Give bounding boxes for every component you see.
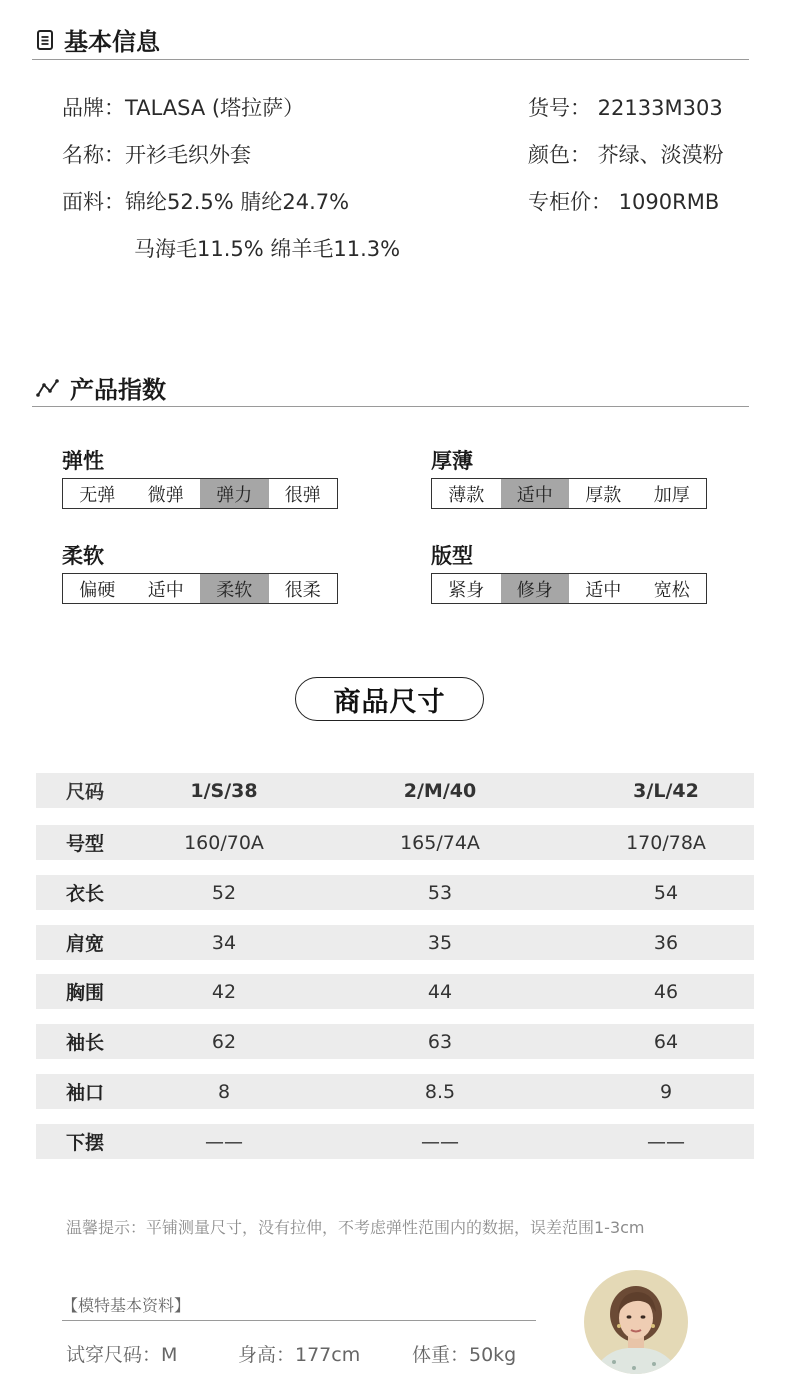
- size-cell: 8: [217, 1080, 231, 1103]
- size-table-header: [36, 773, 754, 808]
- size-cell: ——: [421, 1130, 459, 1153]
- index-option: 很柔: [284, 579, 321, 601]
- size-cell: 42: [211, 980, 237, 1003]
- index-option: 薄款: [448, 484, 485, 506]
- model-weight: 体重：50kg: [412, 1344, 517, 1366]
- index-option: 加厚: [653, 484, 690, 506]
- sku-text: 货号： 22133M303: [528, 96, 723, 120]
- size-section-title: 商品尺寸: [295, 677, 484, 721]
- index-option: 厚款: [585, 484, 622, 506]
- index-option: 宽松: [653, 579, 690, 601]
- measurement-tip: 温馨提示：平铺测量尺寸，没有拉伸，不考虑弹性范围内的数据，误差范围1-3cm: [66, 1218, 645, 1237]
- index-scale: [62, 478, 338, 509]
- model-info-title: 【模特基本资料】: [62, 1296, 191, 1315]
- size-cell: 63: [427, 1030, 453, 1053]
- size-cell: 160/70A: [184, 831, 264, 854]
- size-row-label: 袖长: [66, 1032, 105, 1054]
- size-table-row: [36, 825, 754, 860]
- name-text: 名称：开衫毛织外套: [62, 143, 251, 167]
- brand-text: 品牌：TALASA (塔拉萨）: [62, 96, 305, 120]
- index-scale: [431, 478, 707, 509]
- size-cell: 1/S/38: [190, 779, 258, 802]
- index-option: 适中: [147, 579, 184, 601]
- size-cell: ——: [205, 1130, 243, 1153]
- size-row-label: 肩宽: [66, 933, 105, 955]
- size-table-row: [36, 1124, 754, 1159]
- product-index-header: [36, 370, 166, 405]
- size-row-label: 胸围: [66, 982, 105, 1004]
- size-cell: 52: [211, 881, 237, 904]
- basic-info-header: [36, 22, 160, 57]
- size-table-row: [36, 925, 754, 960]
- basic-info-divider: [32, 59, 749, 60]
- size-cell: 64: [653, 1030, 679, 1053]
- index-label: 柔软: [62, 544, 104, 568]
- size-cell: 9: [659, 1080, 673, 1103]
- model-size: 试穿尺码：M: [66, 1344, 178, 1366]
- size-cell: 62: [211, 1030, 237, 1053]
- size-cell: 170/78A: [626, 831, 706, 854]
- size-cell: 165/74A: [400, 831, 480, 854]
- index-option-selected: 弹力: [200, 479, 269, 508]
- index-label: 版型: [431, 544, 473, 568]
- model-avatar: [584, 1270, 688, 1374]
- product-index-divider: [32, 406, 749, 407]
- size-table-row: [36, 974, 754, 1009]
- index-option-selected: 修身: [501, 574, 570, 603]
- fabric-text-2: 马海毛11.5% 绵羊毛11.3%: [134, 237, 401, 261]
- size-table-row: [36, 1024, 754, 1059]
- size-cell: 46: [653, 980, 679, 1003]
- model-info-divider: [62, 1320, 536, 1321]
- size-row-label: 号型: [66, 833, 105, 855]
- document-icon: [36, 29, 54, 51]
- size-cell: 34: [211, 931, 237, 954]
- index-scale: [62, 573, 338, 604]
- index-option: 紧身: [448, 579, 485, 601]
- basic-info-title: 基本信息: [64, 28, 160, 56]
- size-table-row: [36, 875, 754, 910]
- product-index-title: 产品指数: [70, 376, 166, 404]
- size-row-label: 尺码: [66, 781, 105, 803]
- index-option: 微弹: [147, 484, 184, 506]
- size-row-label: 衣长: [66, 883, 105, 905]
- size-cell: 53: [427, 881, 453, 904]
- index-option-selected: 适中: [501, 479, 570, 508]
- size-cell: 36: [653, 931, 679, 954]
- index-option: 适中: [585, 579, 622, 601]
- size-cell: 54: [653, 881, 679, 904]
- index-option: 偏硬: [79, 579, 116, 601]
- size-row-label: 下摆: [66, 1132, 105, 1154]
- index-label: 弹性: [62, 449, 104, 473]
- model-height: 身高：177cm: [238, 1344, 361, 1366]
- fabric-text: 面料：锦纶52.5% 腈纶24.7%: [62, 190, 350, 214]
- color-text: 颜色： 芥绿、淡漠粉: [528, 143, 724, 167]
- index-option-selected: 柔软: [200, 574, 269, 603]
- size-cell: ——: [647, 1130, 685, 1153]
- index-scale: [431, 573, 707, 604]
- size-cell: 8.5: [424, 1080, 456, 1103]
- size-table-row: [36, 1074, 754, 1109]
- size-row-label: 袖口: [66, 1082, 105, 1104]
- index-option: 很弹: [284, 484, 321, 506]
- size-cell: 3/L/42: [633, 779, 699, 802]
- size-cell: 44: [427, 980, 453, 1003]
- index-label: 厚薄: [431, 449, 473, 473]
- index-option: 无弹: [79, 484, 116, 506]
- price-text: 专柜价： 1090RMB: [528, 190, 720, 214]
- size-cell: 2/M/40: [403, 779, 477, 802]
- trend-line-icon: [36, 378, 60, 398]
- size-cell: 35: [427, 931, 453, 954]
